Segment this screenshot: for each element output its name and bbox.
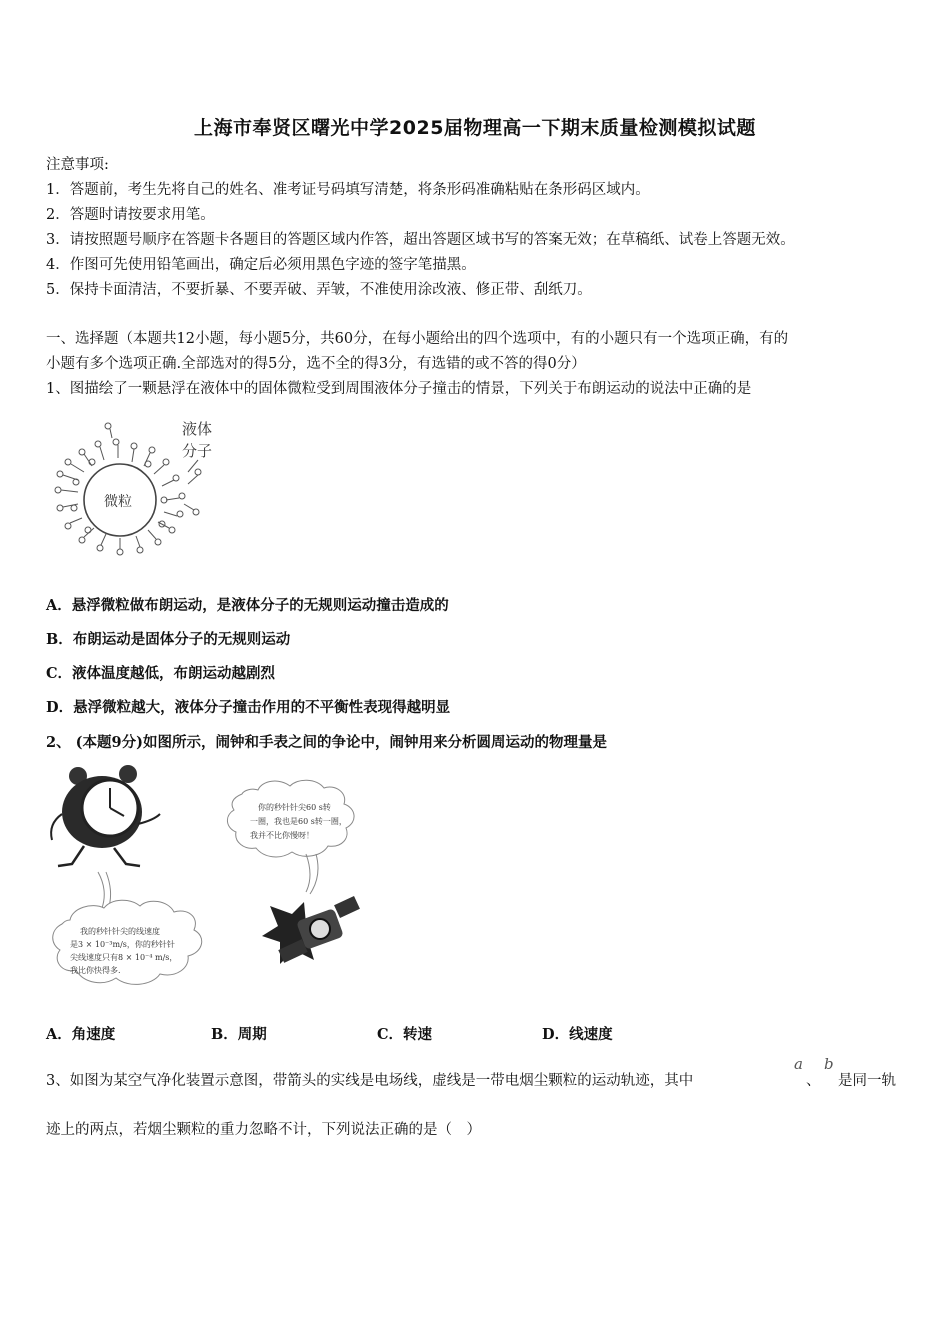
alarm-clock-icon — [51, 765, 160, 866]
q2-option-a: A．角速度 — [46, 1026, 116, 1043]
section-heading-line1: 一、选择题（本题共12小题，每小题5分，共60分，在每小题给出的四个选项中，有的小题只有一个选项正确，有的 — [46, 331, 789, 347]
molecule-label-1: 液体 — [182, 420, 213, 438]
q2-option-d: D．线速度 — [542, 1026, 613, 1043]
notice-item-4: 4．作图可先使用铅笔画出，确定后必须用黑色字迹的签字笔描黑。 — [46, 257, 476, 273]
page-title: 上海市奉贤区曙光中学2025届物理高一下期末质量检测模拟试题 — [194, 117, 756, 139]
q1-option-a: A．悬浮微粒做布朗运动，是液体分子的无规则运动撞击造成的 — [46, 597, 449, 614]
watch-speech-bubble — [227, 780, 354, 894]
q2-option-b: B．周期 — [211, 1026, 267, 1043]
q3-stem-part2: 是同一轨 — [838, 1073, 896, 1089]
clock-bubble-line-1: 我的秒针针尖的线速度 — [80, 927, 160, 936]
q1-option-b: B．布朗运动是固体分子的无规则运动 — [46, 631, 291, 648]
clock-bubble-line-4: 我比你快得多. — [70, 966, 121, 975]
notice-heading: 注意事项: — [46, 157, 109, 173]
watch-bubble-line-3: 我并不比你慢呀！ — [250, 831, 314, 840]
q2-option-c: C．转速 — [377, 1026, 433, 1043]
notice-item-5: 5．保持卡面清洁，不要折暴、不要弄破、弄皱，不准使用涂改液、修正带、刮纸刀。 — [46, 282, 592, 298]
particle-label: 微粒 — [104, 494, 132, 510]
q3-stem-line2: 迹上的两点，若烟尘颗粒的重力忽略不计，下列说法正确的是（ ） — [46, 1122, 481, 1138]
q1-option-d: D．悬浮微粒越大，液体分子撞击作用的不平衡性表现得越明显 — [46, 699, 451, 716]
watch-bubble-line-1: 你的秒针针尖60 s转 — [258, 803, 331, 812]
q3-stem-part1: 3、如图为某空气净化装置示意图，带箭头的实线是电场线，虚线是一带电烟尘颗粒的运动轨迹，其中 — [46, 1073, 694, 1089]
notice-item-2: 2．答题时请按要求用笔。 — [46, 207, 215, 223]
clock-speech-bubble — [53, 872, 202, 984]
q3-separator: 、 — [806, 1073, 821, 1089]
q3-var-b: b — [824, 1055, 834, 1073]
brownian-motion-figure — [48, 412, 228, 562]
notice-item-3: 3．请按照题号顺序在答题卡各题目的答题区域内作答，超出答题区域书写的答案无效；在草稿纸、试卷上答题无效。 — [46, 232, 795, 248]
q1-option-c: C．液体温度越低，布朗运动越剧烈 — [46, 665, 276, 682]
section-heading-line2: 小题有多个选项正确.全部选对的得5分，选不全的得3分，有选错的或不答的得0分） — [46, 356, 586, 372]
wrist-watch-icon — [262, 896, 360, 964]
clock-watch-figure — [44, 764, 374, 996]
q1-stem: 1、图描绘了一颗悬浮在液体中的固体微粒受到周围液体分子撞击的情景，下列关于布朗运动的说法中正确的是 — [46, 381, 752, 397]
watch-bubble-line-2: 一圈，我也是60 s转一圈， — [250, 817, 347, 826]
clock-bubble-line-2: 是3 × 10⁻³m/s，你的秒针针 — [70, 940, 175, 949]
q3-var-a: a — [794, 1055, 803, 1073]
notice-item-1: 1．答题前，考生先将自己的姓名、准考证号码填写清楚，将条形码准确粘贴在条形码区域内。 — [46, 182, 650, 198]
clock-bubble-line-3: 尖线速度只有8 × 10⁻⁴ m/s， — [70, 953, 178, 962]
molecule-label-2: 分子 — [182, 442, 213, 460]
q2-stem: 2、 (本题9分)如图所示，闹钟和手表之间的争论中，闹钟用来分析圆周运动的物理量是 — [46, 734, 607, 751]
